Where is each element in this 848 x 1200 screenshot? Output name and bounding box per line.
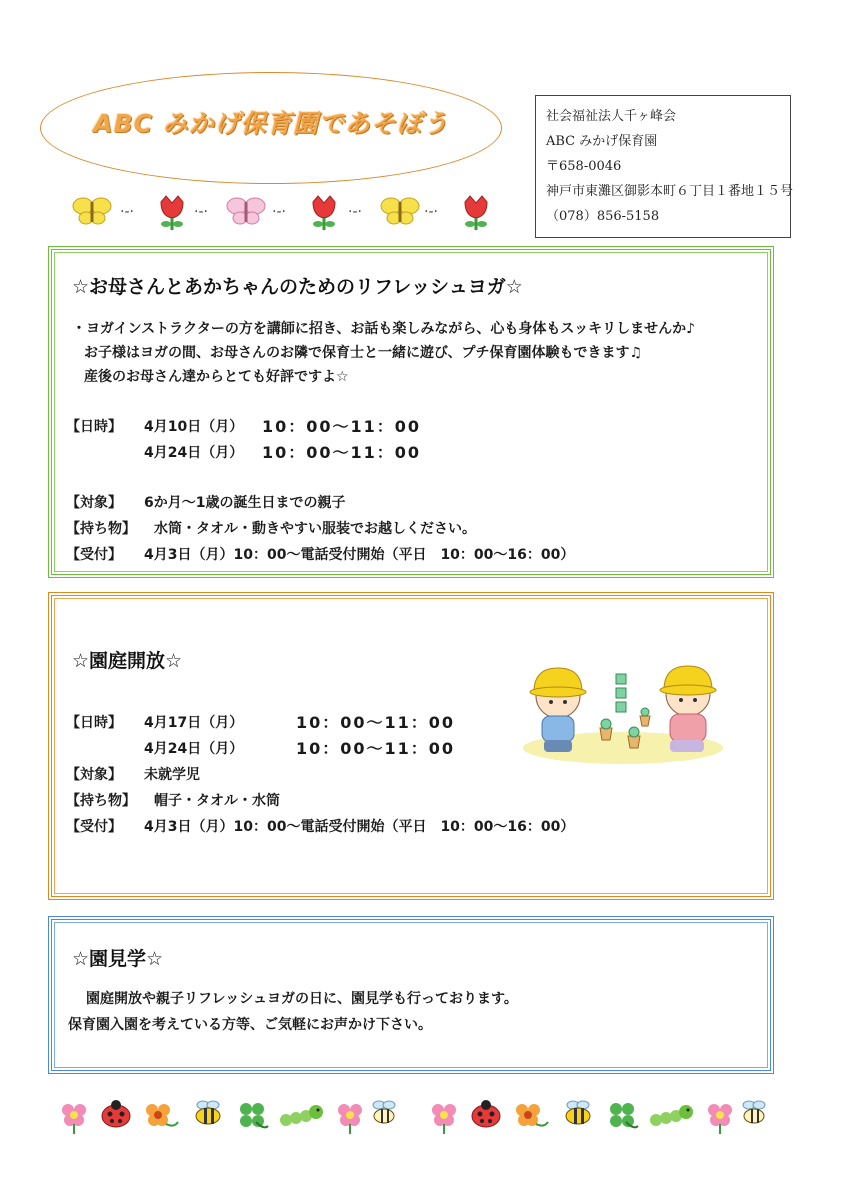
garden-items: 帽子・タオル・水筒 <box>154 793 280 809</box>
yoga-date-1-day: 4月10日（月） <box>144 419 244 435</box>
flower-icon <box>708 1104 732 1134</box>
yoga-desc-3: 産後のお母さん達からとても好評ですよ☆ <box>84 369 349 385</box>
visit-line-2: 保育園入園を考えている方等、ご気軽にお声かけ下さい。 <box>68 1017 432 1033</box>
clover-icon <box>240 1103 268 1127</box>
ladybug-icon <box>472 1100 500 1127</box>
school-name: ABC みかげ保育園 <box>546 134 658 149</box>
garden-heading: ☆園庭開放☆ <box>72 650 183 672</box>
butterfly-icon <box>73 198 111 224</box>
tulip-icon <box>161 196 183 230</box>
flower-icon <box>432 1104 456 1134</box>
yoga-desc-1: ・ヨガインストラクターの方を講師に招き、お話も楽しみながら、心も身体もスッキリしませんか♪ <box>72 321 696 337</box>
caterpillar-icon <box>650 1105 693 1126</box>
kids-playing-illustration <box>520 656 726 768</box>
butterfly-icon <box>381 198 419 224</box>
dots-3: ·-· <box>272 204 286 220</box>
bottom-decoration <box>58 1096 768 1136</box>
address-box <box>535 95 794 238</box>
postal-code: 〒658-0046 <box>546 159 622 174</box>
phone-number: （078）856-5158 <box>546 209 660 224</box>
flower-icon <box>62 1104 86 1134</box>
yoga-items: 水筒・タオル・動きやすい服装でお越しください。 <box>154 521 476 537</box>
bee-icon <box>743 1101 765 1123</box>
yoga-date-1-time: 10：00～11：00 <box>262 417 422 436</box>
yoga-target-label: 【対象】 <box>66 495 122 511</box>
clover-icon <box>610 1103 638 1127</box>
garden-date-2-day: 4月24日（月） <box>144 741 244 757</box>
garden-date-1-time: 10：00～11：00 <box>296 713 456 732</box>
bee-icon <box>566 1101 590 1124</box>
yoga-heading: ☆お母さんとあかちゃんのためのリフレッシュヨガ☆ <box>72 276 523 298</box>
yoga-date-label: 【日時】 <box>66 419 122 435</box>
yoga-items-label: 【持ち物】 <box>66 521 136 537</box>
yoga-date-2-day: 4月24日（月） <box>144 445 244 461</box>
garden-date-2-time: 10：00～11：00 <box>296 739 456 758</box>
yoga-target: 6か月～1歳の誕生日までの親子 <box>144 495 346 511</box>
yoga-desc-2: お子様はヨガの間、お母さんのお隣で保育士と一緒に遊び、プチ保育園体験もできます♫ <box>84 345 642 361</box>
dots-4: ·-· <box>348 204 362 220</box>
garden-target-label: 【対象】 <box>66 767 122 783</box>
dots-2: ·-· <box>194 204 208 220</box>
visit-heading: ☆園見学☆ <box>72 948 164 970</box>
flower-icon <box>146 1104 178 1126</box>
top-decoration <box>72 190 502 232</box>
caterpillar-icon <box>280 1105 323 1126</box>
garden-reception-label: 【受付】 <box>66 819 122 835</box>
bee-icon <box>196 1101 220 1124</box>
butterfly-icon <box>227 198 265 224</box>
dots-5: ·-· <box>424 204 438 220</box>
flower-icon <box>338 1104 362 1134</box>
yoga-reception: 4月3日（月）10：00～電話受付開始（平日 10：00～16：00） <box>144 547 575 563</box>
flower-icon <box>516 1104 548 1126</box>
garden-reception: 4月3日（月）10：00～電話受付開始（平日 10：00～16：00） <box>144 819 575 835</box>
bee-icon <box>373 1101 395 1123</box>
ladybug-icon <box>102 1100 130 1127</box>
garden-target: 未就学児 <box>144 767 200 783</box>
tulip-icon <box>313 196 335 230</box>
dots-1: ·-· <box>120 204 134 220</box>
visit-line-1: 園庭開放や親子リフレッシュヨガの日に、園見学も行っております。 <box>86 991 518 1007</box>
garden-date-label: 【日時】 <box>66 715 122 731</box>
garden-items-label: 【持ち物】 <box>66 793 136 809</box>
page-title: ABC みかげ保育園であそぼう <box>93 109 449 138</box>
yoga-date-2-time: 10：00～11：00 <box>262 443 422 462</box>
org-name: 社会福祉法人千ヶ峰会 <box>546 109 677 124</box>
tulip-icon <box>465 196 487 230</box>
yoga-reception-label: 【受付】 <box>66 547 122 563</box>
garden-date-1-day: 4月17日（月） <box>144 715 244 731</box>
street-address: 神戸市東灘区御影本町６丁目１番地１５号 <box>546 184 794 199</box>
